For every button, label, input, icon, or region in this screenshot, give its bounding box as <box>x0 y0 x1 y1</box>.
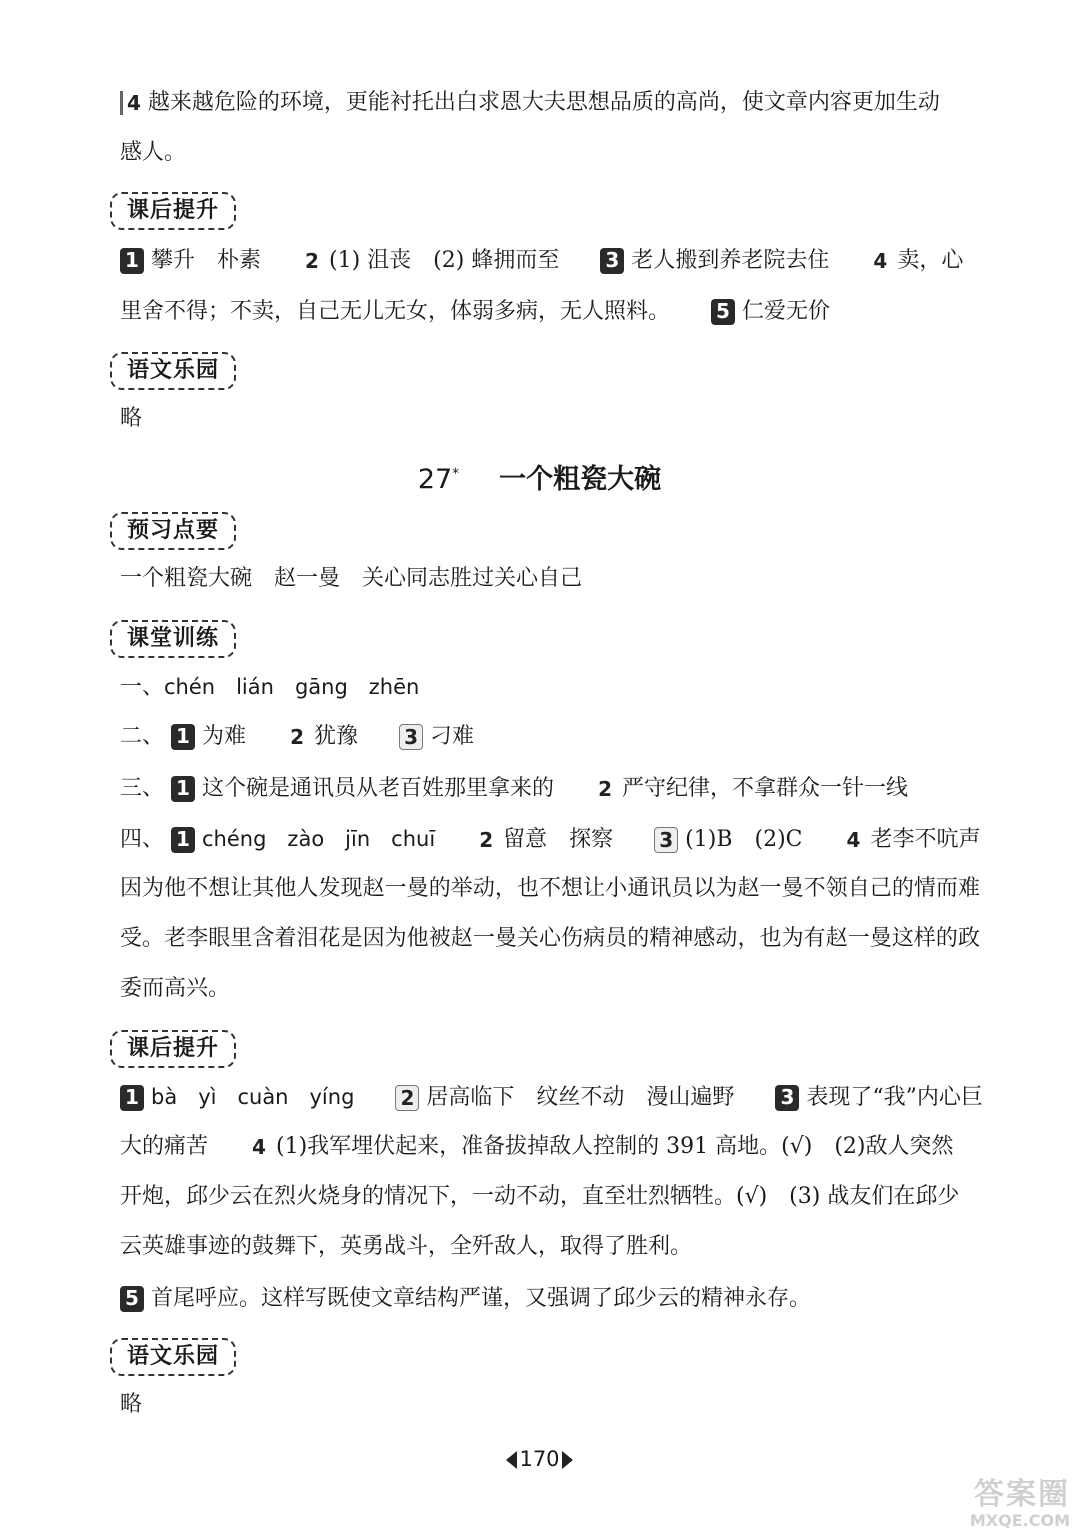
item-number: 1 <box>171 827 195 853</box>
answer-text: (1)我军埋伏起来，准备拔掉敌人控制的 391 高地。(√) (2)敌人突然 <box>276 1134 954 1159</box>
pinyin-text: chén lián gāng zhēn <box>164 675 420 699</box>
item-number: 5 <box>711 299 735 325</box>
item-number: 1 <box>120 248 144 274</box>
page-number-text: 170 <box>519 1447 560 1471</box>
answer-text: 越来越危险的环境，更能衬托出白求恩大夫思想品质的高尚，使文章内容更加生动 <box>147 90 940 115</box>
lesson-star: * <box>452 466 460 482</box>
answer-text: 感人。 <box>120 140 187 165</box>
section-header-chinese-garden: 语文乐园 <box>110 352 236 390</box>
section-header-classroom: 课堂训练 <box>110 620 236 658</box>
answer-text: 一个粗瓷大碗 赵一曼 关心同志胜过关心自己 <box>120 566 583 591</box>
answer-text: 犹豫 <box>314 724 359 749</box>
left-triangle-icon <box>506 1451 517 1469</box>
pinyin-text: bà yì cuàn yíng <box>151 1085 355 1109</box>
pinyin-text: chéng zào jīn chuī <box>202 827 436 851</box>
answer-text: 为难 <box>202 724 247 749</box>
item-number: 4 <box>873 249 888 273</box>
answer-text: 里舍不得；不卖，自己无儿无女，体弱多病，无人照料。 <box>120 299 671 324</box>
item-number: 3 <box>654 827 678 853</box>
item-number: 2 <box>305 249 319 273</box>
answer-paragraph: 因为他不想让其他人发现赵一曼的举动，也不想让小通讯员以为赵一曼不领自己的情而难受。老李眼里含着泪花是因为他被赵一曼关心伤病员的精神感动，也为有赵一曼这样的政委而高兴。 <box>120 876 980 1001</box>
item-number: 2 <box>598 777 612 801</box>
answer-text: 表现了“我”内心巨 <box>806 1085 983 1110</box>
item-number: 2 <box>479 828 494 852</box>
item-number: 3 <box>775 1085 799 1111</box>
answer-text: (1) 沮丧 (2) 蜂拥而至 <box>329 248 560 273</box>
question-prefix: 三、 <box>120 776 165 801</box>
question-prefix: 四、 <box>120 827 165 852</box>
answer-text: 略 <box>120 1392 143 1417</box>
answer-line <box>120 672 419 703</box>
answer-text: 留意 探察 <box>503 827 614 852</box>
answer-text: 略 <box>120 406 143 431</box>
item-number: 4 <box>846 828 861 852</box>
watermark <box>900 1478 1070 1532</box>
lesson-title <box>0 456 1079 498</box>
answer-text: 严守纪律，不拿群众一针一线 <box>622 776 909 801</box>
item-number: 2 <box>290 725 304 749</box>
answer-line <box>120 246 963 276</box>
watermark-url: MXQE.COM <box>969 1511 1070 1530</box>
section-header-preview: 预习点要 <box>110 512 236 550</box>
watermark-logo-text: 答案圈 <box>974 1477 1070 1512</box>
answer-text: 卖，心 <box>897 248 964 273</box>
item-number: 4 <box>252 1135 266 1159</box>
answer-text: 老人搬到养老院去住 <box>631 248 830 273</box>
item-number: 3 <box>600 248 624 274</box>
question-prefix: 一、 <box>120 675 165 700</box>
answer-line <box>120 722 474 752</box>
answer-text: 仁爱无价 <box>742 299 831 324</box>
answer-text: 老李不吭声 <box>870 827 981 852</box>
answer-line: 云英雄事迹的鼓舞下，英勇战斗，全歼敌人，取得了胜利。 <box>120 1234 693 1259</box>
item-number: 1 <box>120 1085 144 1111</box>
page-number <box>0 1444 1079 1474</box>
answer-line <box>120 88 940 118</box>
answer-text: 攀升 朴素 <box>151 248 262 273</box>
answer-text: 居高临下 纹丝不动 漫山遍野 <box>426 1085 735 1110</box>
answer-line <box>120 297 830 327</box>
answer-line <box>120 824 981 855</box>
answer-text: 首尾呼应。这样写既使文章结构严谨，又强调了邱少云的精神永存。 <box>151 1286 812 1311</box>
lesson-name: 一个粗瓷大碗 <box>499 464 662 495</box>
item-number: 1 <box>171 776 195 802</box>
answer-text: 大的痛苦 <box>120 1134 209 1159</box>
lesson-index: 27 <box>417 464 453 495</box>
item-number: 4 <box>120 91 141 115</box>
item-number: 5 <box>120 1286 144 1312</box>
section-header-after-class: 课后提升 <box>110 1030 236 1068</box>
answer-line <box>120 138 186 168</box>
answer-line <box>120 1284 811 1314</box>
section-header-after-class: 课后提升 <box>110 192 236 230</box>
item-number: 1 <box>171 724 195 750</box>
item-number: 3 <box>399 724 423 750</box>
answer-line <box>120 1082 983 1113</box>
answer-text: 刁难 <box>430 724 475 749</box>
right-triangle-icon <box>562 1451 573 1469</box>
answer-text: (1)B (2)C <box>685 827 803 852</box>
answer-line <box>120 774 908 804</box>
answer-text: 这个碗是通讯员从老百姓那里拿来的 <box>202 776 555 801</box>
question-prefix: 二、 <box>120 724 165 749</box>
answer-line <box>120 1132 954 1162</box>
section-header-chinese-garden: 语文乐园 <box>110 1338 236 1376</box>
answer-line: 开炮，邱少云在烈火烧身的情况下，一动不动，直至壮烈牺牲。(√) (3) 战友们在邱少 <box>120 1184 960 1209</box>
item-number: 2 <box>395 1085 419 1111</box>
